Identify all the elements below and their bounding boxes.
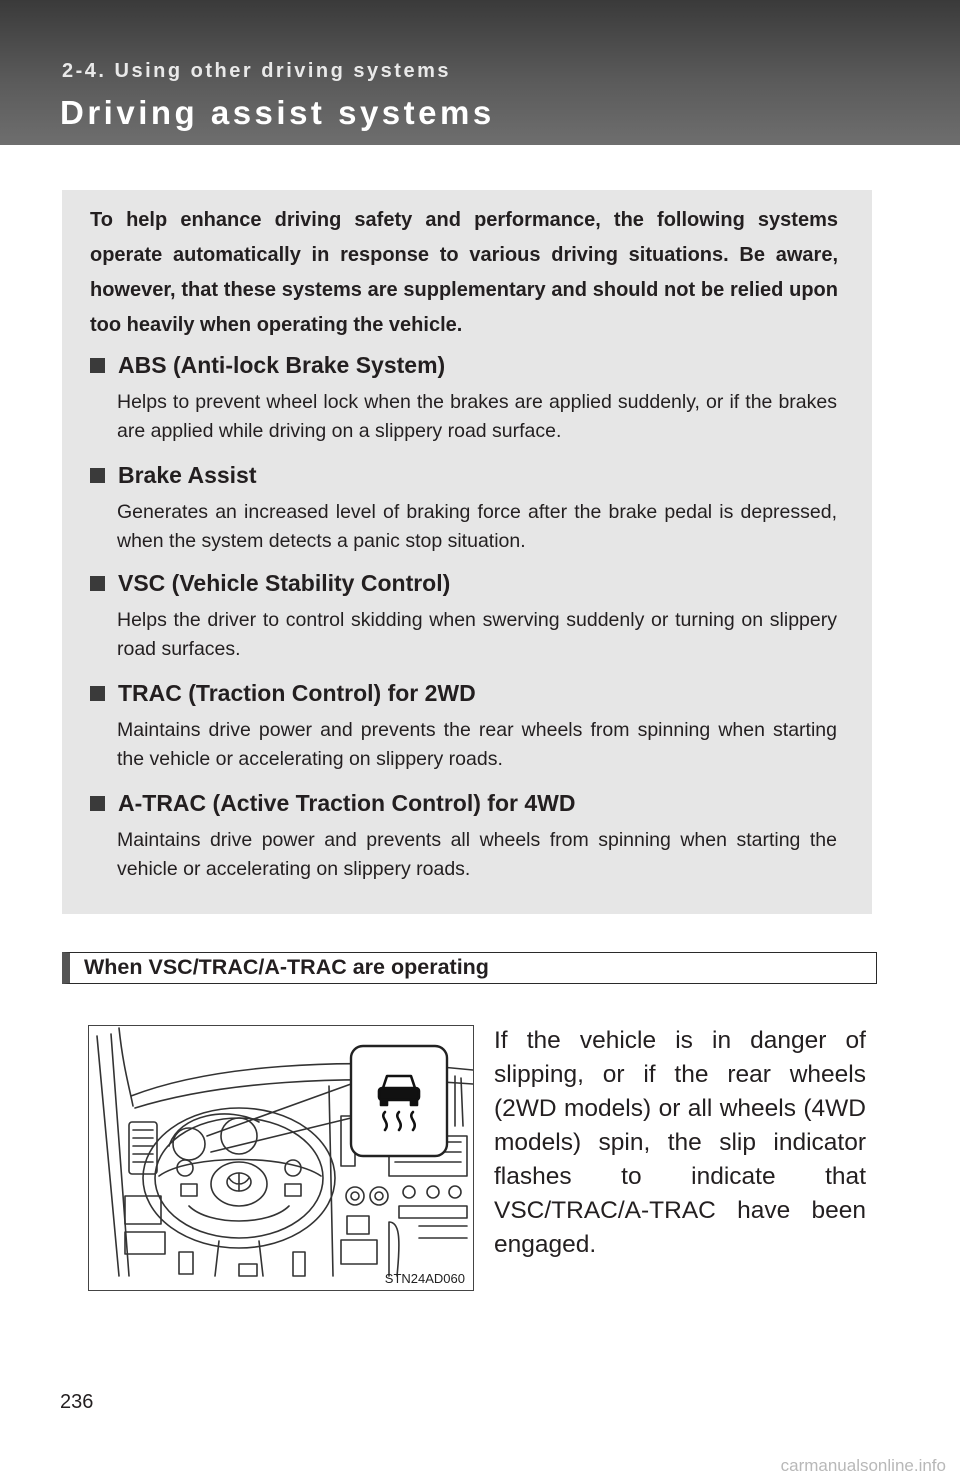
dashboard-illustration (88, 1025, 474, 1291)
system-title: ABS (Anti-lock Brake System) (118, 352, 446, 378)
system-title: VSC (Vehicle Stability Control) (118, 570, 451, 596)
system-description: Maintains drive power and prevents the rear wheels from spinning when starting the vehicle or accelerating on slippery roads. (117, 719, 837, 770)
systems-overview-box (62, 190, 872, 914)
bullet-square-icon (90, 576, 105, 591)
system-title: A-TRAC (Active Traction Control) for 4WD (118, 790, 576, 816)
intro-paragraph: To help enhance driving safety and performance, the following systems operate automatically in response to various driving situations. Be aware, however, that these systems are supplementary and should not be relied upon too heavily when operating the vehicle. (90, 209, 838, 336)
illustration-code: STN24AD060 (384, 1271, 465, 1286)
section-label: 2-4. Using other driving systems (62, 60, 451, 82)
system-trac (90, 678, 840, 774)
page-header (0, 0, 960, 145)
bullet-square-icon (90, 686, 105, 701)
page-number: 236 (60, 1391, 94, 1413)
subsection-title: When VSC/TRAC/A-TRAC are operating (84, 955, 489, 979)
subsection-heading (62, 952, 877, 984)
system-description: Generates an increased level of braking force after the brake pedal is depressed, when the system detects a panic stop situation. (117, 501, 837, 552)
dashboard-drawing (89, 1026, 473, 1290)
system-a-trac (90, 788, 840, 884)
system-description: Helps the driver to control skidding when swerving suddenly or turning on slippery road surfaces. (117, 609, 837, 660)
bullet-square-icon (90, 358, 105, 373)
system-brake-assist (90, 460, 840, 556)
system-description: Helps to prevent wheel lock when the brakes are applied suddenly, or if the brakes are applied while driving on a slippery road surface. (117, 391, 837, 442)
system-abs (90, 350, 840, 446)
system-description: Maintains drive power and prevents all wheels from spinning when starting the vehicle or accelerating on slippery roads. (117, 829, 837, 880)
page-title: Driving assist systems (60, 94, 495, 131)
system-vsc (90, 568, 840, 664)
system-title: TRAC (Traction Control) for 2WD (118, 680, 476, 706)
watermark: carmanualsonline.info (780, 1456, 946, 1475)
subsection-paragraph: If the vehicle is in danger of slipping, or if the rear wheels (2WD models) or all wheels (4WD models) spin, the slip indicator flashes to indicate that VSC/TRAC/A-TRAC have been engaged. (494, 1027, 866, 1258)
bullet-square-icon (90, 468, 105, 483)
system-title: Brake Assist (118, 462, 257, 488)
bullet-square-icon (90, 796, 105, 811)
